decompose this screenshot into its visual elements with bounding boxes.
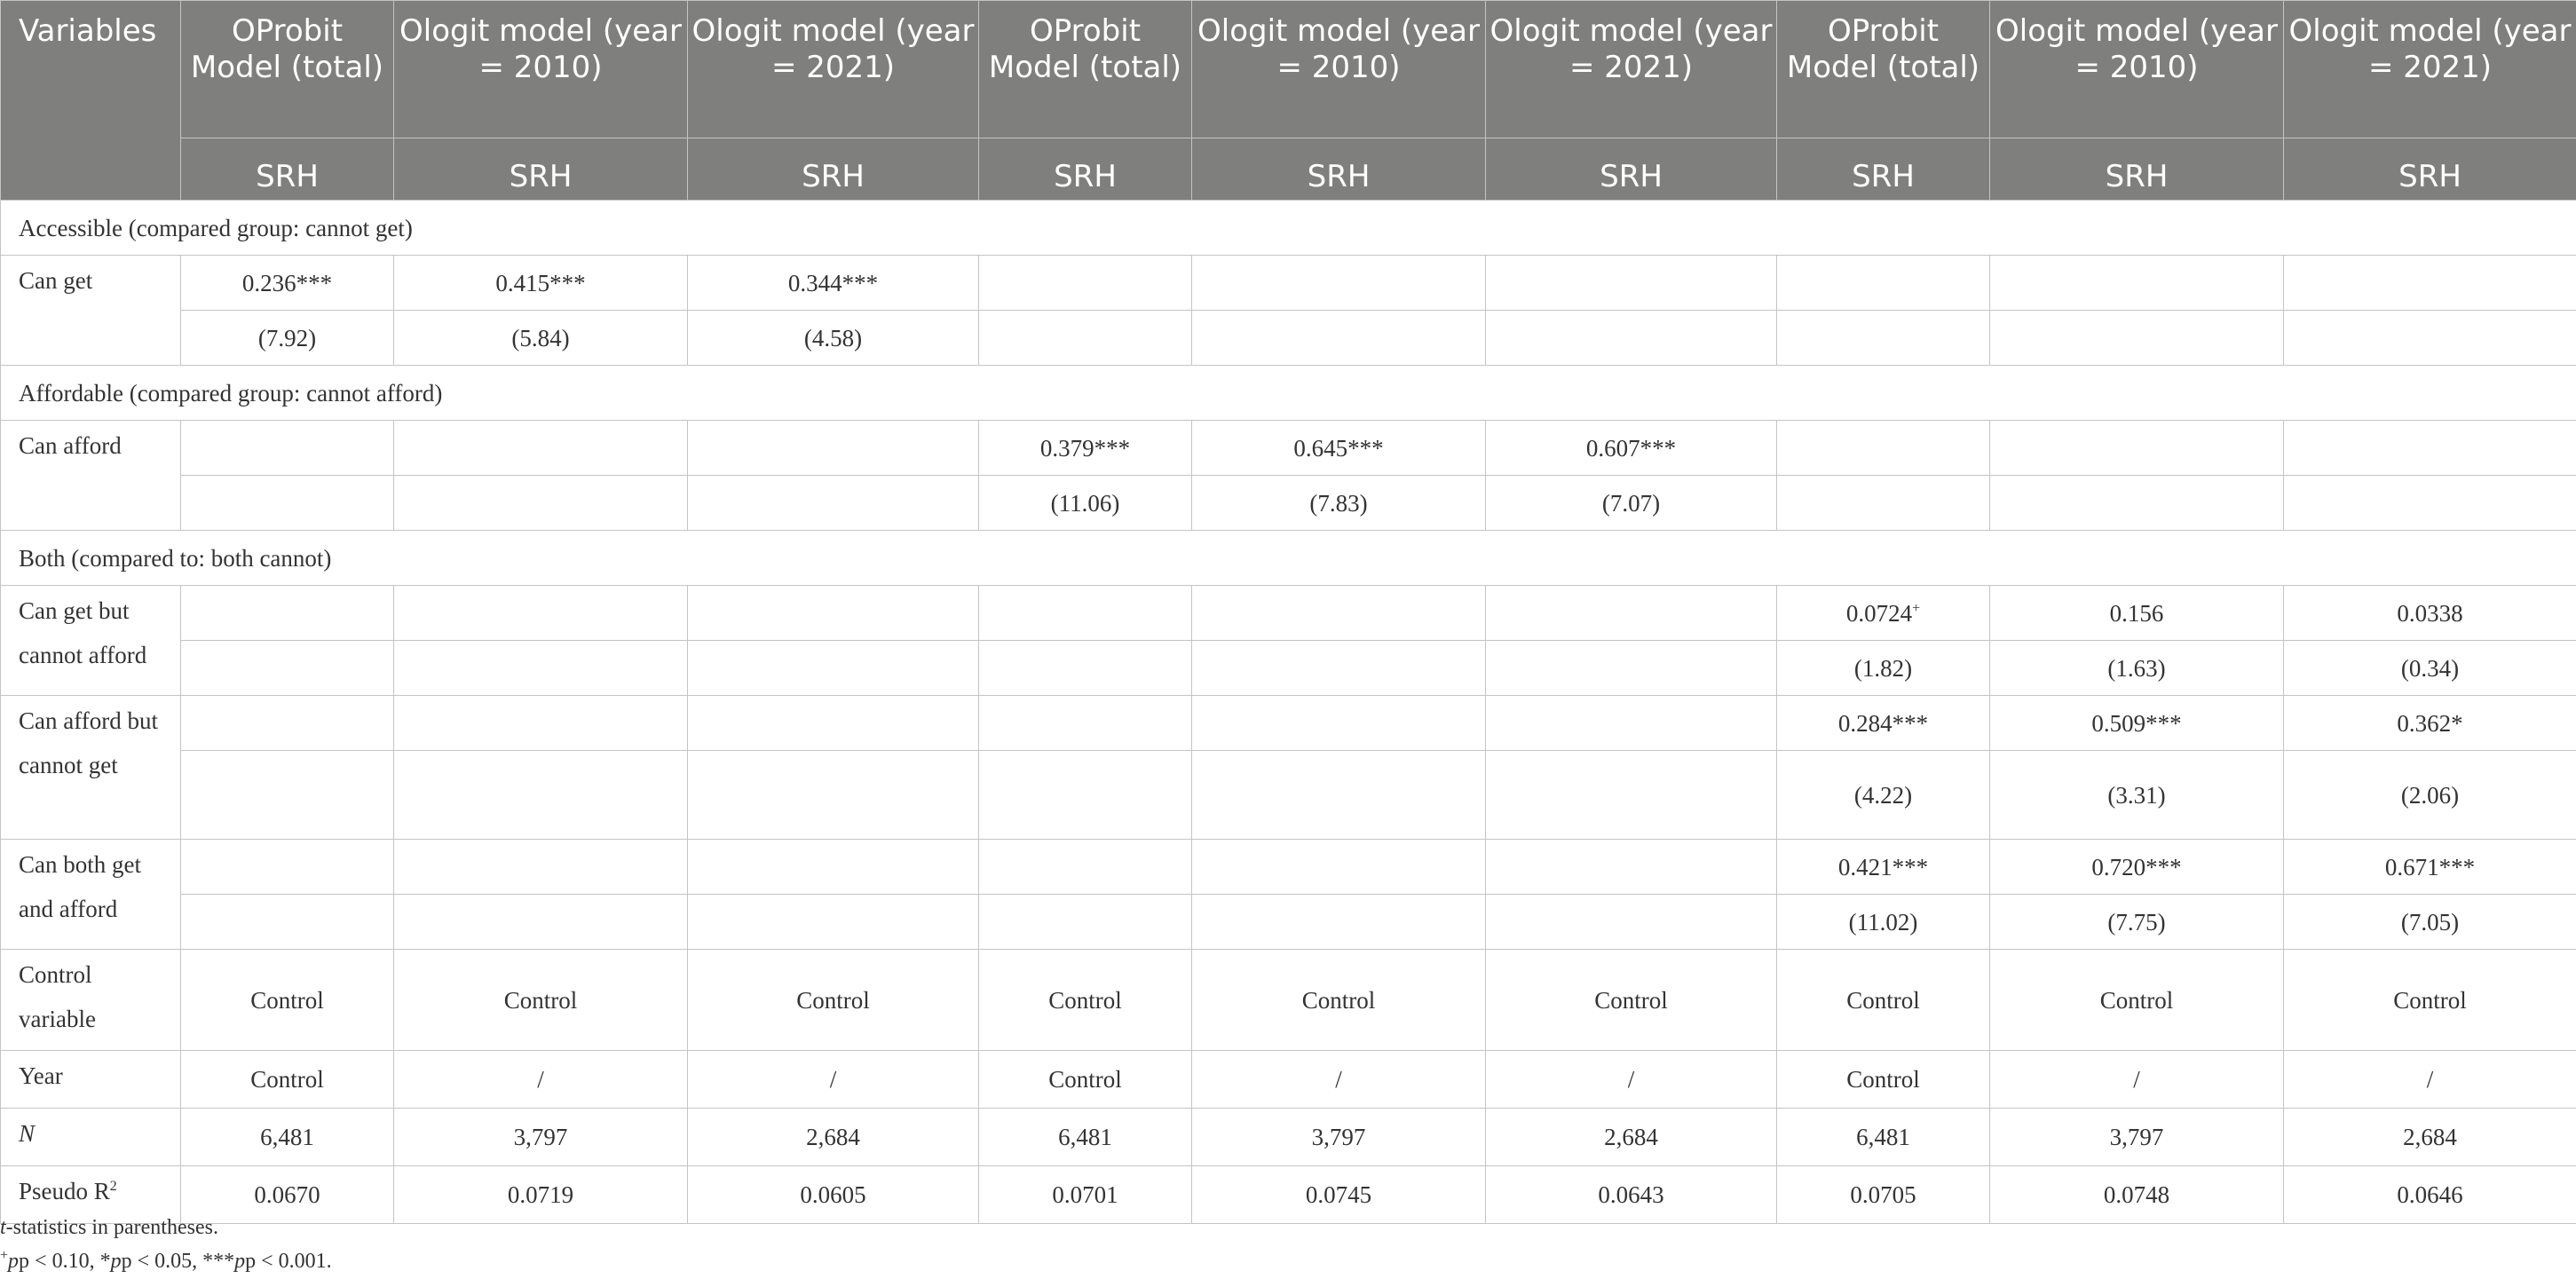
empty-cell: [1990, 421, 2284, 476]
table-note-tstat: [0, 1216, 218, 1240]
tstat-cell: (3.31): [1990, 751, 2284, 840]
empty-cell: [1192, 840, 1486, 895]
tstat-cell: (5.84): [394, 311, 688, 366]
coefficient-value: 0.0724: [1845, 599, 1913, 627]
r2-cell: 0.0705: [1777, 1166, 1990, 1224]
empty-cell: [979, 895, 1192, 950]
empty-cell: [1192, 641, 1486, 696]
empty-cell: [1777, 476, 1990, 531]
n-cell: 2,684: [1486, 1109, 1777, 1166]
pseudo-r2-superscript: 2: [109, 1179, 117, 1194]
coefficient-cell: 0.284***: [1777, 696, 1990, 751]
control-cell: Control: [181, 950, 394, 1051]
note-p-italic: p: [8, 1250, 20, 1273]
row-label-can-get: Can get: [1, 256, 181, 366]
section-label: Accessible (compared group: cannot get): [1, 201, 2576, 256]
empty-cell: [1486, 311, 1777, 366]
model-header: OProbit Model (total): [1777, 1, 1990, 138]
empty-cell: [1486, 586, 1777, 641]
empty-cell: [1192, 311, 1486, 366]
empty-cell: [394, 751, 688, 840]
model-header: Ologit model (year = 2010): [394, 1, 688, 138]
empty-cell: [394, 895, 688, 950]
dependent-variable-header: SRH: [688, 138, 979, 201]
pseudo-r2-label: Pseudo R: [19, 1178, 110, 1204]
tstat-cell: (7.05): [2284, 895, 2576, 950]
table-header: [1, 1, 2576, 201]
empty-cell: [688, 421, 979, 476]
control-cell: Control: [1990, 950, 2284, 1051]
coefficient-cell: 0.671***: [2284, 840, 2576, 895]
year-cell: /: [688, 1051, 979, 1109]
empty-cell: [394, 476, 688, 531]
model-header: Ologit model (year = 2010): [1192, 1, 1486, 138]
note-p-italic: p: [234, 1250, 246, 1273]
variables-header: Variables: [1, 1, 181, 201]
year-cell: Control: [1777, 1051, 1990, 1109]
dependent-variable-header: SRH: [979, 138, 1192, 201]
n-cell: 2,684: [688, 1109, 979, 1166]
empty-cell: [181, 641, 394, 696]
empty-cell: [1990, 311, 2284, 366]
control-cell: Control: [688, 950, 979, 1051]
empty-cell: [181, 751, 394, 840]
section-row-affordable: [1, 366, 2576, 421]
empty-cell: [688, 586, 979, 641]
coefficient-cell: [1777, 586, 1990, 641]
table-row-afford-not-get: [1, 696, 2576, 751]
empty-cell: [979, 641, 1192, 696]
control-cell: Control: [394, 950, 688, 1051]
empty-cell: [1990, 476, 2284, 531]
coefficient-cell: 0.236***: [181, 256, 394, 311]
r2-cell: 0.0748: [1990, 1166, 2284, 1224]
empty-cell: [1192, 586, 1486, 641]
table-row-year: [1, 1051, 2576, 1109]
note-sig-text-2: p < 0.05, ***: [121, 1250, 235, 1273]
year-cell: /: [1486, 1051, 1777, 1109]
empty-cell: [1777, 256, 1990, 311]
coefficient-cell: 0.379***: [979, 421, 1192, 476]
r2-cell: 0.0745: [1192, 1166, 1486, 1224]
empty-cell: [394, 840, 688, 895]
n-cell: 3,797: [1192, 1109, 1486, 1166]
dependent-variable-header: SRH: [1777, 138, 1990, 201]
tstat-cell: (7.83): [1192, 476, 1486, 531]
tstat-cell: (11.06): [979, 476, 1192, 531]
r2-cell: 0.0701: [979, 1166, 1192, 1224]
empty-cell: [688, 840, 979, 895]
significance-mark: +: [1912, 600, 1921, 616]
empty-cell: [1486, 256, 1777, 311]
year-cell: /: [2284, 1051, 2576, 1109]
empty-cell: [394, 696, 688, 751]
n-cell: 3,797: [394, 1109, 688, 1166]
table-row-both-get-afford: [1, 840, 2576, 895]
coefficient-cell: 0.362*: [2284, 696, 2576, 751]
empty-cell: [1486, 840, 1777, 895]
empty-cell: [394, 586, 688, 641]
table-row-can-afford-tstat: [1, 476, 2576, 531]
model-header: Ologit model (year = 2021): [1486, 1, 1777, 138]
empty-cell: [688, 751, 979, 840]
empty-cell: [181, 895, 394, 950]
table-row-both-get-afford-tstat: [1, 895, 2576, 950]
coefficient-cell: 0.509***: [1990, 696, 2284, 751]
note-p-italic: p: [110, 1250, 122, 1273]
section-label: Both (compared to: both cannot): [1, 531, 2576, 586]
dependent-variable-header: SRH: [181, 138, 394, 201]
table-body: [1, 201, 2576, 1224]
r2-cell: 0.0605: [688, 1166, 979, 1224]
tstat-cell: (7.07): [1486, 476, 1777, 531]
empty-cell: [979, 311, 1192, 366]
n-cell: 3,797: [1990, 1109, 2284, 1166]
model-header: Ologit model (year = 2021): [2284, 1, 2576, 138]
empty-cell: [1486, 641, 1777, 696]
control-cell: Control: [2284, 950, 2576, 1051]
table-row-pseudo-r2: [1, 1166, 2576, 1224]
empty-cell: [1192, 256, 1486, 311]
coefficient-cell: 0.607***: [1486, 421, 1777, 476]
table-row-get-not-afford: [1, 586, 2576, 641]
empty-cell: [181, 840, 394, 895]
table-row-control-variable: [1, 950, 2576, 1051]
empty-cell: [979, 840, 1192, 895]
table-row-afford-not-get-tstat: [1, 751, 2576, 840]
table-note-significance: [0, 1250, 332, 1274]
dependent-variable-header: SRH: [394, 138, 688, 201]
empty-cell: [1192, 751, 1486, 840]
coefficient-cell: 0.344***: [688, 256, 979, 311]
empty-cell: [688, 696, 979, 751]
header-row-dependent: [1, 138, 2576, 201]
note-t-text: -statistics in parentheses.: [5, 1216, 218, 1239]
row-label-afford-not-get: Can afford but cannot get: [1, 696, 181, 840]
section-row-both: [1, 531, 2576, 586]
empty-cell: [1192, 895, 1486, 950]
tstat-cell: (7.92): [181, 311, 394, 366]
empty-cell: [979, 751, 1192, 840]
row-label-can-afford: Can afford: [1, 421, 181, 531]
year-cell: Control: [181, 1051, 394, 1109]
table-row-get-not-afford-tstat: [1, 641, 2576, 696]
coefficient-cell: 0.156: [1990, 586, 2284, 641]
model-header: OProbit Model (total): [979, 1, 1192, 138]
table-row-can-get: [1, 256, 2576, 311]
r2-cell: 0.0670: [181, 1166, 394, 1224]
n-cell: 6,481: [181, 1109, 394, 1166]
model-header: OProbit Model (total): [181, 1, 394, 138]
row-label-n: N: [1, 1109, 181, 1166]
empty-cell: [2284, 256, 2576, 311]
empty-cell: [1486, 895, 1777, 950]
control-cell: Control: [1486, 950, 1777, 1051]
year-cell: Control: [979, 1051, 1192, 1109]
empty-cell: [394, 641, 688, 696]
tstat-cell: (11.02): [1777, 895, 1990, 950]
empty-cell: [2284, 476, 2576, 531]
empty-cell: [688, 641, 979, 696]
coefficient-cell: 0.415***: [394, 256, 688, 311]
year-cell: /: [1192, 1051, 1486, 1109]
r2-cell: 0.0719: [394, 1166, 688, 1224]
dependent-variable-header: SRH: [1486, 138, 1777, 201]
empty-cell: [181, 476, 394, 531]
table-row-n: [1, 1109, 2576, 1166]
n-cell: 6,481: [1777, 1109, 1990, 1166]
empty-cell: [1990, 256, 2284, 311]
note-plus-mark: +: [0, 1248, 9, 1263]
model-header: Ologit model (year = 2021): [688, 1, 979, 138]
control-cell: Control: [1192, 950, 1486, 1051]
empty-cell: [979, 586, 1192, 641]
empty-cell: [1192, 696, 1486, 751]
table-row-can-afford: [1, 421, 2576, 476]
empty-cell: [394, 421, 688, 476]
coefficient-cell: 0.421***: [1777, 840, 1990, 895]
model-header: Ologit model (year = 2010): [1990, 1, 2284, 138]
section-label: Affordable (compared group: cannot afford): [1, 366, 2576, 421]
note-t-italic: t: [0, 1216, 6, 1239]
header-row-models: [1, 1, 2576, 138]
coefficient-cell: 0.0338: [2284, 586, 2576, 641]
coefficient-cell: 0.720***: [1990, 840, 2284, 895]
n-cell: 6,481: [979, 1109, 1192, 1166]
empty-cell: [688, 895, 979, 950]
row-label-year: Year: [1, 1051, 181, 1109]
tstat-cell: (2.06): [2284, 751, 2576, 840]
empty-cell: [2284, 421, 2576, 476]
year-cell: /: [1990, 1051, 2284, 1109]
empty-cell: [181, 421, 394, 476]
note-sig-text-3: p < 0.001.: [245, 1250, 332, 1273]
empty-cell: [1486, 751, 1777, 840]
note-sig-text-1: p < 0.10, *: [19, 1250, 111, 1273]
tstat-cell: (4.58): [688, 311, 979, 366]
table-row-can-get-tstat: [1, 311, 2576, 366]
empty-cell: [688, 476, 979, 531]
empty-cell: [2284, 311, 2576, 366]
dependent-variable-header: SRH: [1990, 138, 2284, 201]
tstat-cell: (7.75): [1990, 895, 2284, 950]
empty-cell: [1486, 696, 1777, 751]
row-label-pseudo-r2: [1, 1166, 181, 1224]
tstat-cell: (4.22): [1777, 751, 1990, 840]
r2-cell: 0.0646: [2284, 1166, 2576, 1224]
row-label-get-not-afford: Can get but cannot afford: [1, 586, 181, 696]
empty-cell: [181, 696, 394, 751]
tstat-cell: (1.82): [1777, 641, 1990, 696]
r2-cell: 0.0643: [1486, 1166, 1777, 1224]
coefficient-cell: 0.645***: [1192, 421, 1486, 476]
tstat-cell: (0.34): [2284, 641, 2576, 696]
row-label-both-get-afford: Can both get and afford: [1, 840, 181, 950]
empty-cell: [979, 256, 1192, 311]
dependent-variable-header: SRH: [1192, 138, 1486, 201]
control-cell: Control: [979, 950, 1192, 1051]
empty-cell: [1777, 311, 1990, 366]
tstat-cell: (1.63): [1990, 641, 2284, 696]
empty-cell: [181, 586, 394, 641]
year-cell: /: [394, 1051, 688, 1109]
empty-cell: [1777, 421, 1990, 476]
dependent-variable-header: SRH: [2284, 138, 2576, 201]
row-label-control-variable: Control variable: [1, 950, 181, 1051]
empty-cell: [979, 696, 1192, 751]
n-cell: 2,684: [2284, 1109, 2576, 1166]
section-row-accessible: [1, 201, 2576, 256]
control-cell: Control: [1777, 950, 1990, 1051]
